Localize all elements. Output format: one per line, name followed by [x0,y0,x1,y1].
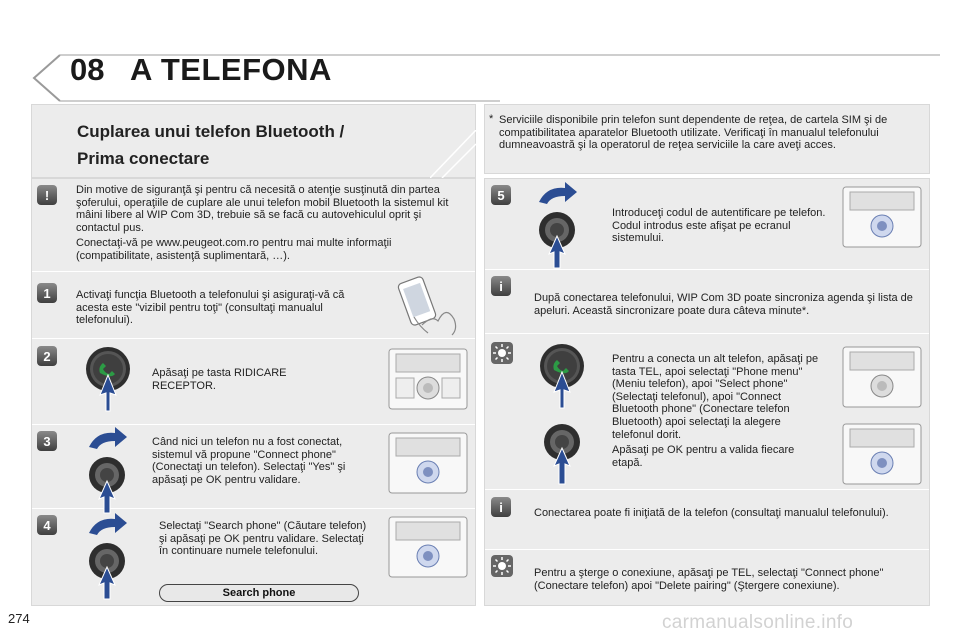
radio-unit-icon [842,346,922,408]
step-3-text: Când nici un telefon nu a fost conectat, sistemul vă propune "Connect phone" (Conectaţi un telefon). Selectaţi "Yes" şi apăsaţi pe OK pentru validare. [152,436,346,486]
warning-paragraph-1: Din motive de siguranţă şi pentru că necesită o atenţie susţinută din partea şoferului, operaţiile de cuplare ale unui telefon mobil Bluetooth la sistemul kit mâini libere al WIP Com 3D, trebuie să se facă cu autovehiculul oprit şi contactul pus. [76,184,449,234]
step-4-text: Selectaţi "Search phone" (Căutare telefon) şi apăsaţi pe OK pentru validare. Selectaţi în continuare numele telefonului. [159,520,367,558]
info-2-text: Conectarea poate fi iniţiată de la telefon (consultaţi manualul telefonului). [534,507,889,519]
info-1-text: După conectarea telefonului, WIP Com 3D poate sincroniza agenda şi lista de apeluri. Această sincronizare poate dura câteva minute*. [534,292,913,317]
section-title-line-1: Cuplarea unui telefon Bluetooth / [77,122,345,141]
knob-with-arrow-icon [535,180,591,270]
warning-badge: ! [37,185,57,205]
step-1-badge: 1 [37,283,57,303]
footnote-text: Serviciile disponibile prin telefon sunt dependente de reţea, de cartela SIM şi de compatibilitatea aparatelor Bluetooth utilizate. Verificaţi în manualul telefonului dumneavoastră şi la operatorul de reţea serviciile la care aveţi acces. [499,114,888,152]
tip-paragraph-2: Apăsaţi pe OK pentru a valida fiecare etapă. [612,444,795,469]
divider [32,338,475,339]
step-1-text: Activaţi funcţia Bluetooth a telefonului şi asiguraţi-vă că acesta este "vizibil pentru toţi" (consultaţi manualul telefonului). [76,289,345,327]
section-title-line-2: Prima conectare [77,149,210,168]
knob-with-arrow-icon [85,425,141,515]
tip-sun-icon [491,342,513,364]
chapter-title: A TELEFONA [130,52,332,87]
tip-2-text: Pentru a şterge o conexiune, apăsaţi pe TEL, selectaţi "Connect phone" (Conectare telefon) apoi "Delete pairing" (Ştergere conexiune). [534,567,884,592]
info-badge: i [491,497,511,517]
step-4-badge: 4 [37,515,57,535]
page-number: 274 [8,611,30,626]
watermark: carmanualsonline.info [662,612,854,633]
radio-unit-icon [388,348,468,410]
ok-knob-icon [542,420,586,486]
divider [32,271,475,272]
phone-pickup-button-icon [537,340,587,410]
divider [485,489,929,490]
radio-unit-ok-icon [842,423,922,485]
info-badge: i [491,276,511,296]
step-5-badge: 5 [491,185,511,205]
smartphone-hand-icon [394,275,464,337]
step-2-badge: 2 [37,346,57,366]
warning-paragraph-2: Conectaţi-vă pe www.peugeot.com.ro pentru mai multe informaţii (compatibilitate, asistenţă suplimentară, …). [76,237,392,262]
divider [485,549,929,550]
radio-unit-ok-icon [388,516,468,578]
search-phone-button[interactable]: Search phone [159,584,359,602]
step-5-text: Introduceţi codul de autentificare pe telefon. Codul introdus este afişat pe ecranul sistemului. [612,207,826,245]
radio-unit-ok-icon [842,186,922,248]
phone-pickup-button-icon [83,343,133,413]
step-2-text: Apăsaţi pe tasta RIDICARE RECEPTOR. [152,367,287,392]
divider [485,333,929,334]
tip-text [612,353,822,469]
step-3-badge: 3 [37,431,57,451]
knob-with-arrow-icon [85,511,141,601]
footnote-star: * [489,113,494,125]
chapter-number: 08 [70,52,105,87]
warning-text [76,184,460,263]
section-title [77,118,437,172]
radio-unit-ok-icon [388,432,468,494]
tip-sun-icon [491,555,513,577]
tip-paragraph-1: Pentru a conecta un alt telefon, apăsaţi pe tasta TEL, apoi selectaţi "Phone menu" (Meniu telefon), apoi "Select phone" (Selectaţi telefonul), apoi "Connect Bluetooth phone" (Conectare telefon Bluetooth) apoi selectaţi la alegere telefonul dorit. [612,353,819,441]
